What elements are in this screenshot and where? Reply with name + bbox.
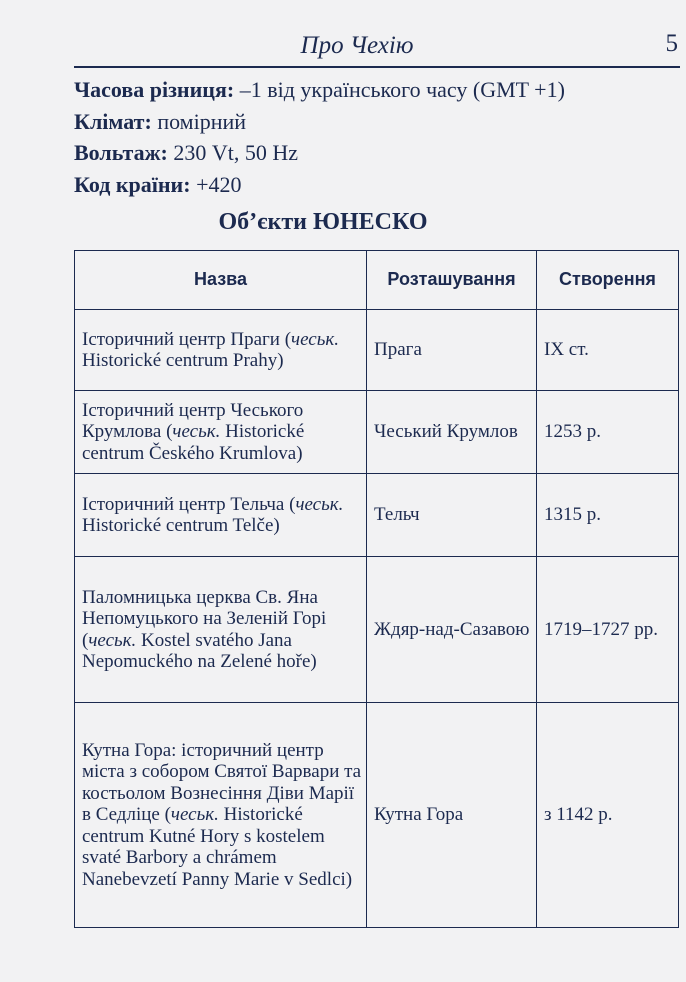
site-name-czech: Historické centrum Českého Krumlova) (82, 421, 305, 464)
language-prefix: чеськ. (295, 493, 344, 515)
site-date: з 1142 р. (537, 703, 679, 928)
site-name-czech: Historické centrum Kutné Hory s kostelem svaté Barbory a chrámem Nanebevzetí Panny Marie v Sedlci) (82, 804, 353, 890)
column-header-name: Назва (75, 251, 367, 310)
language-prefix: чеськ. (88, 629, 137, 651)
language-prefix: чеськ. (172, 421, 221, 443)
unesco-table (74, 250, 679, 928)
site-location: Ждяр-над-Сазавою (367, 557, 537, 703)
site-name-cell (75, 474, 367, 557)
running-header (74, 28, 680, 68)
language-prefix: чеськ. (291, 328, 340, 350)
fact-label: Клімат: (74, 108, 152, 134)
site-name-cell (75, 703, 367, 928)
fact-value: –1 від українського часу (GMT +1) (234, 77, 565, 102)
fact-country-code (74, 169, 684, 201)
section-title: Об’єкти ЮНЕСКО (218, 209, 428, 235)
fact-time-difference (74, 74, 684, 106)
site-date: 1253 р. (537, 391, 679, 474)
site-name: Історичний центр Праги ( (82, 328, 292, 350)
site-name: Історичний центр Чеського Крумлова ( (82, 399, 304, 443)
site-location: Кутна Гора (367, 703, 537, 928)
table-header-row (75, 251, 679, 310)
fact-value: 230 Vt, 50 Hz (167, 140, 299, 165)
table-row (75, 703, 679, 928)
table-row (75, 474, 679, 557)
site-name-czech: Kostel svatého Jana Nepomuckého na Zelené hoře) (82, 629, 317, 672)
site-name-cell (75, 391, 367, 474)
column-header-location: Розташування (367, 251, 537, 310)
fact-label: Код країни: (74, 171, 191, 197)
column-header-date: Створення (537, 251, 679, 310)
site-location: Тельч (367, 474, 537, 557)
running-title: Про Чехію (300, 32, 414, 59)
site-name-czech: Historické centrum Prahy) (82, 350, 284, 371)
table-row (75, 391, 679, 474)
table-row (75, 310, 679, 391)
country-facts (74, 74, 684, 200)
table-row (75, 557, 679, 703)
site-name-cell (75, 557, 367, 703)
site-location: Прага (367, 310, 537, 391)
fact-voltage (74, 137, 684, 169)
site-date: IX ст. (537, 310, 679, 391)
fact-value: помірний (151, 108, 247, 134)
fact-value: +420 (190, 171, 242, 197)
site-name-cell (75, 310, 367, 391)
fact-climate (74, 106, 684, 138)
fact-label: Часова різниця: (74, 77, 235, 102)
site-name: Паломницька церква Св. Яна Непомуцького на Зеленій Горі ( (82, 586, 327, 651)
site-location: Чеський Крумлов (367, 391, 537, 474)
language-prefix: чеськ. (170, 804, 219, 826)
site-date: 1719–1727 рр. (537, 557, 679, 703)
site-date: 1315 р. (537, 474, 679, 557)
site-name: Історичний центр Тельча ( (82, 493, 296, 515)
site-name: Кутна Гора: історичний центр міста з собором Святої Варвари та костьолом Вознесіння Діви Марії в Седліце ( (82, 739, 362, 826)
site-name-czech: Historické centrum Telče) (82, 515, 280, 536)
fact-label: Вольтаж: (74, 140, 168, 165)
page-number: 5 (665, 30, 678, 57)
